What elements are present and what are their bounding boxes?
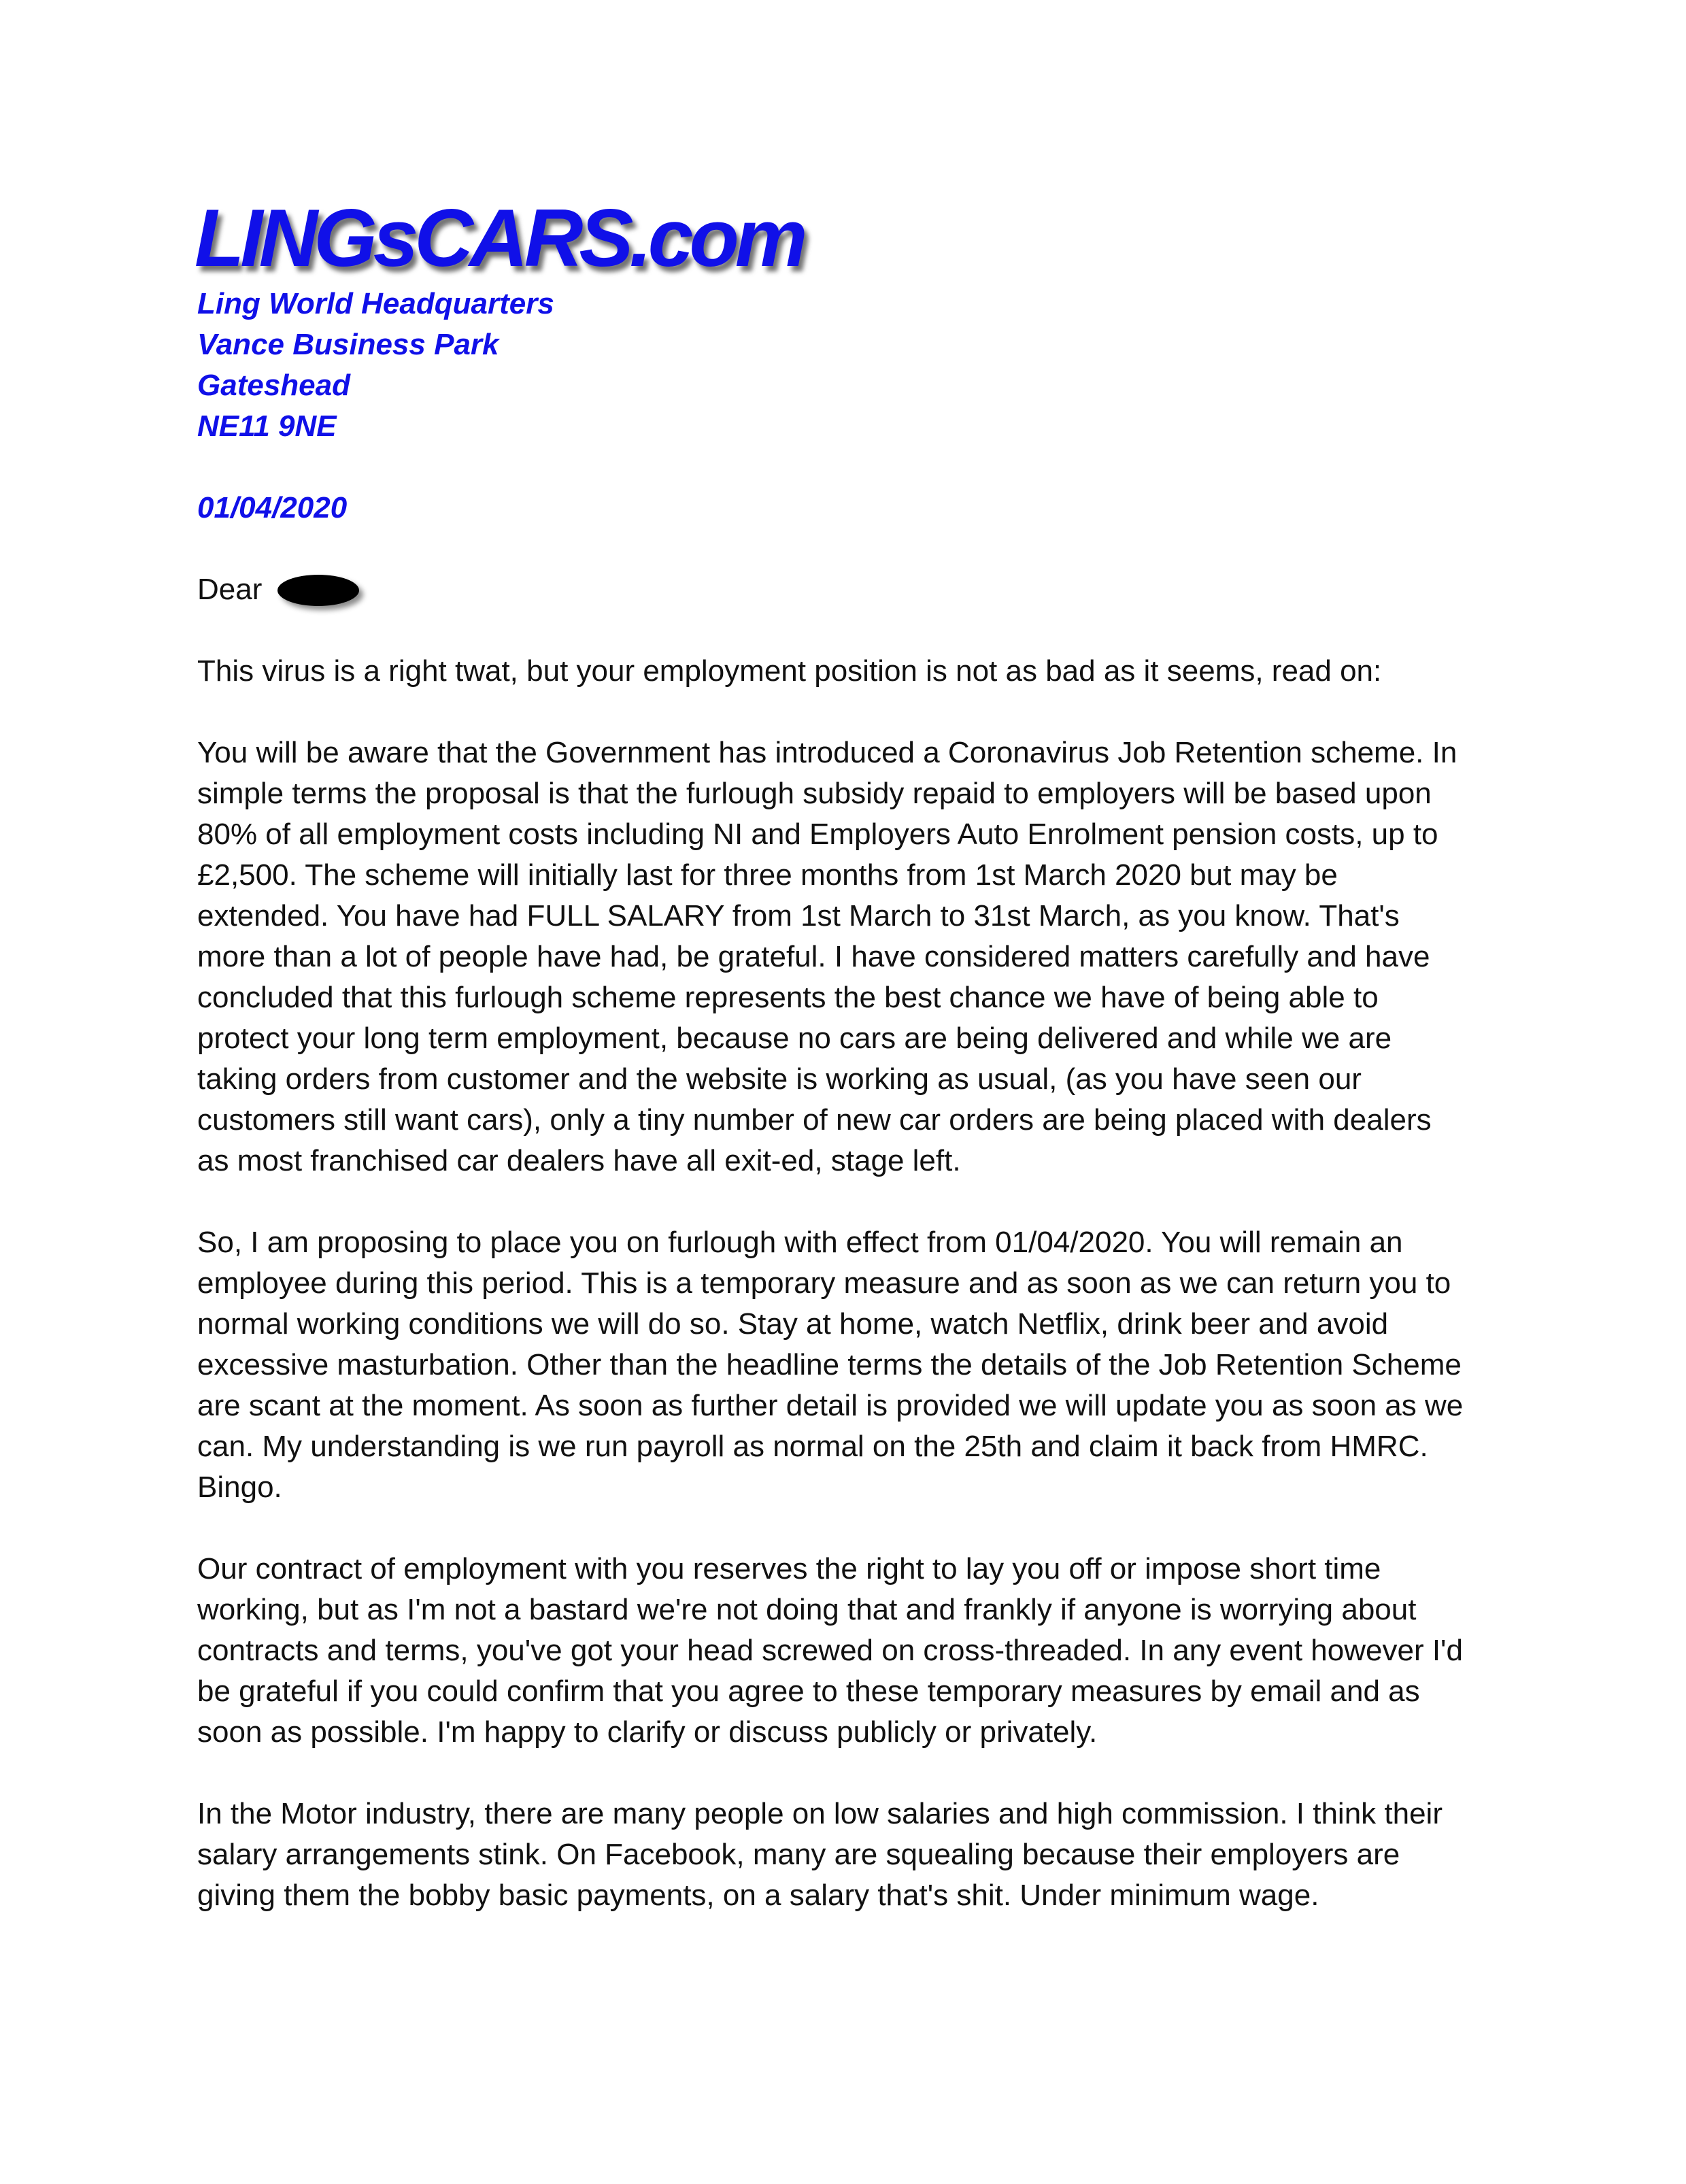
body-paragraph <box>197 1794 1510 1916</box>
paragraph-line: £2,500. The scheme will initially last for three months from 1st March 2020 but may be <box>197 858 1338 892</box>
letter-date: 01/04/2020 <box>197 491 348 524</box>
body-paragraph <box>197 651 1510 692</box>
paragraph-line: customers still want cars), only a tiny number of new car orders are being placed with dealers <box>197 1103 1432 1137</box>
paragraph-line: In the Motor industry, there are many people on low salaries and high commission. I think their <box>197 1797 1443 1830</box>
salutation <box>197 569 1510 610</box>
body-paragraph <box>197 733 1510 1181</box>
paragraph-line: This virus is a right twat, but your employment position is not as bad as it seems, read on: <box>197 654 1382 688</box>
paragraph-line: employee during this period. This is a temporary measure and as soon as we can return you to <box>197 1266 1451 1300</box>
paragraph-line: 80% of all employment costs including NI and Employers Auto Enrolment pension costs, up to <box>197 818 1438 851</box>
paragraph-line: concluded that this furlough scheme represents the best chance we have of being able to <box>197 981 1379 1014</box>
paragraph-line: giving them the bobby basic payments, on a salary that's shit. Under minimum wage. <box>197 1879 1319 1912</box>
paragraph-line: working, but as I'm not a bastard we're not doing that and frankly if anyone is worrying about <box>197 1593 1417 1626</box>
address-line: Ling World Headquarters <box>197 287 554 320</box>
body-paragraph <box>197 1222 1510 1508</box>
address-line: Gateshead <box>197 369 350 402</box>
paragraph-line: contracts and terms, you've got your head screwed on cross-threaded. In any event however I'd <box>197 1634 1463 1667</box>
paragraph-line: Our contract of employment with you reserves the right to lay you off or impose short time <box>197 1552 1381 1585</box>
paragraph-line: normal working conditions we will do so. Stay at home, watch Netflix, drink beer and avoid <box>197 1307 1389 1341</box>
letter-page <box>197 194 1510 1916</box>
paragraph-line: protect your long term employment, because no cars are being delivered and while we are <box>197 1022 1392 1055</box>
paragraph-line: can. My understanding is we run payroll as normal on the 25th and claim it back from HMRC. <box>197 1430 1428 1463</box>
salutation-text: Dear <box>197 573 263 606</box>
redacted-name <box>277 575 359 606</box>
letterhead-address <box>197 284 1510 447</box>
paragraph-line: extended. You have had FULL SALARY from 1st March to 31st March, as you know. That's <box>197 899 1400 933</box>
paragraph-line: taking orders from customer and the website is working as usual, (as you have seen our <box>197 1062 1362 1096</box>
paragraph-line: Bingo. <box>197 1471 282 1504</box>
paragraph-line: So, I am proposing to place you on furlough with effect from 01/04/2020. You will remain an <box>197 1226 1403 1259</box>
paragraph-line: are scant at the moment. As soon as further detail is provided we will update you as soon as we <box>197 1389 1464 1422</box>
paragraph-line: You will be aware that the Government has introduced a Coronavirus Job Retention scheme. In <box>197 736 1457 769</box>
body-paragraph <box>197 1549 1510 1753</box>
address-postcode: NE11 9NE <box>197 409 337 443</box>
paragraph-line: salary arrangements stink. On Facebook, many are squealing because their employers are <box>197 1838 1400 1871</box>
letter-body <box>197 651 1510 1916</box>
paragraph-line: simple terms the proposal is that the furlough subsidy repaid to employers will be based upon <box>197 777 1432 810</box>
paragraph-line: as most franchised car dealers have all exit-ed, stage left. <box>197 1144 961 1177</box>
paragraph-line: soon as possible. I'm happy to clarify or discuss publicly or privately. <box>197 1715 1098 1749</box>
address-line: Vance Business Park <box>197 328 499 361</box>
paragraph-line: excessive masturbation. Other than the headline terms the details of the Job Retention Scheme <box>197 1348 1462 1381</box>
paragraph-line: more than a lot of people have had, be grateful. I have considered matters carefully and have <box>197 940 1430 973</box>
paragraph-line: be grateful if you could confirm that you agree to these temporary measures by email and as <box>197 1675 1420 1708</box>
company-logo: LINGsCARS.com <box>195 192 804 284</box>
